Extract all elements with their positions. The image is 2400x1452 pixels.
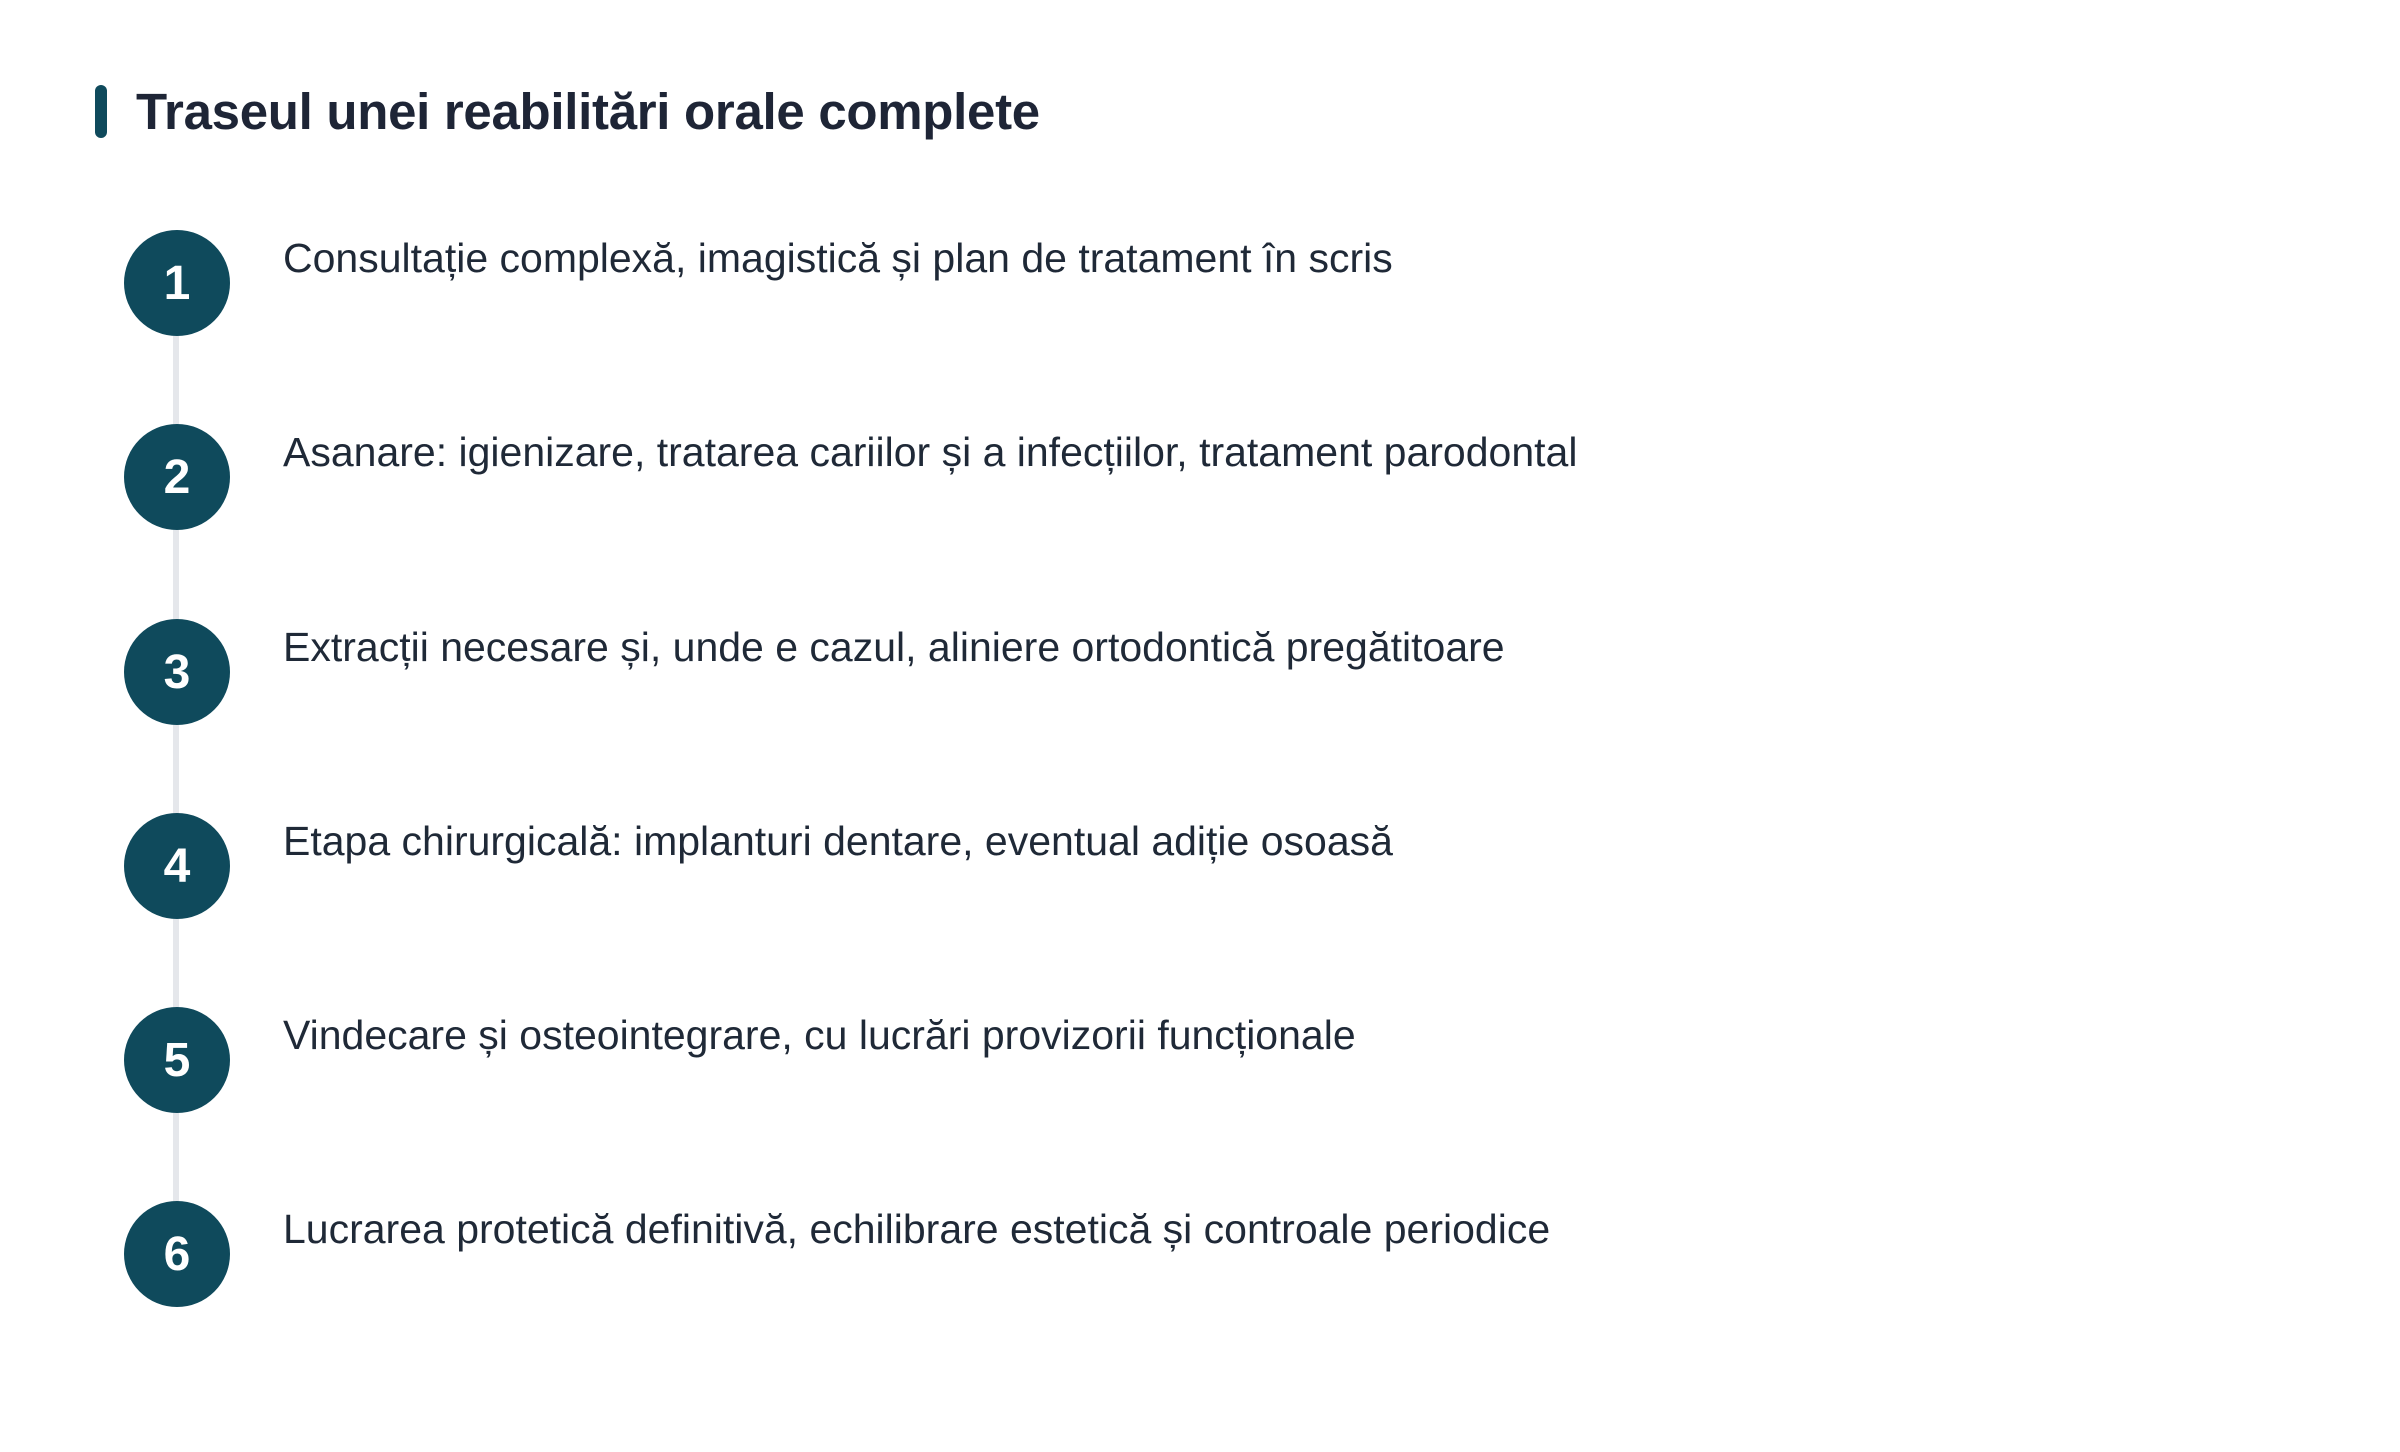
step-number-badge: 6	[124, 1201, 230, 1307]
step-number-badge: 2	[124, 424, 230, 530]
step-item-6	[124, 1201, 1924, 1307]
step-item-2	[124, 424, 1924, 530]
page-title: Traseul unei reabilitări orale complete	[136, 82, 1040, 140]
step-description: Extracții necesare și, unde e cazul, aliniere ortodontică pregătitoare	[283, 624, 1505, 670]
step-item-3	[124, 619, 1924, 725]
step-number-badge: 5	[124, 1007, 230, 1113]
step-description: Etapa chirurgicală: implanturi dentare, eventual adiție osoasă	[283, 818, 1393, 864]
step-item-1	[124, 230, 1924, 336]
step-item-4	[124, 813, 1924, 919]
step-description: Vindecare și osteointegrare, cu lucrări provizorii funcționale	[283, 1012, 1356, 1058]
step-description: Consultație complexă, imagistică și plan de tratament în scris	[283, 235, 1393, 281]
step-number-badge: 3	[124, 619, 230, 725]
step-item-5	[124, 1007, 1924, 1113]
step-number-badge: 1	[124, 230, 230, 336]
step-description: Lucrarea protetică definitivă, echilibrare estetică și controale periodice	[283, 1206, 1551, 1252]
step-number-badge: 4	[124, 813, 230, 919]
step-description: Asanare: igienizare, tratarea cariilor și a infecțiilor, tratament parodontal	[283, 429, 1578, 475]
